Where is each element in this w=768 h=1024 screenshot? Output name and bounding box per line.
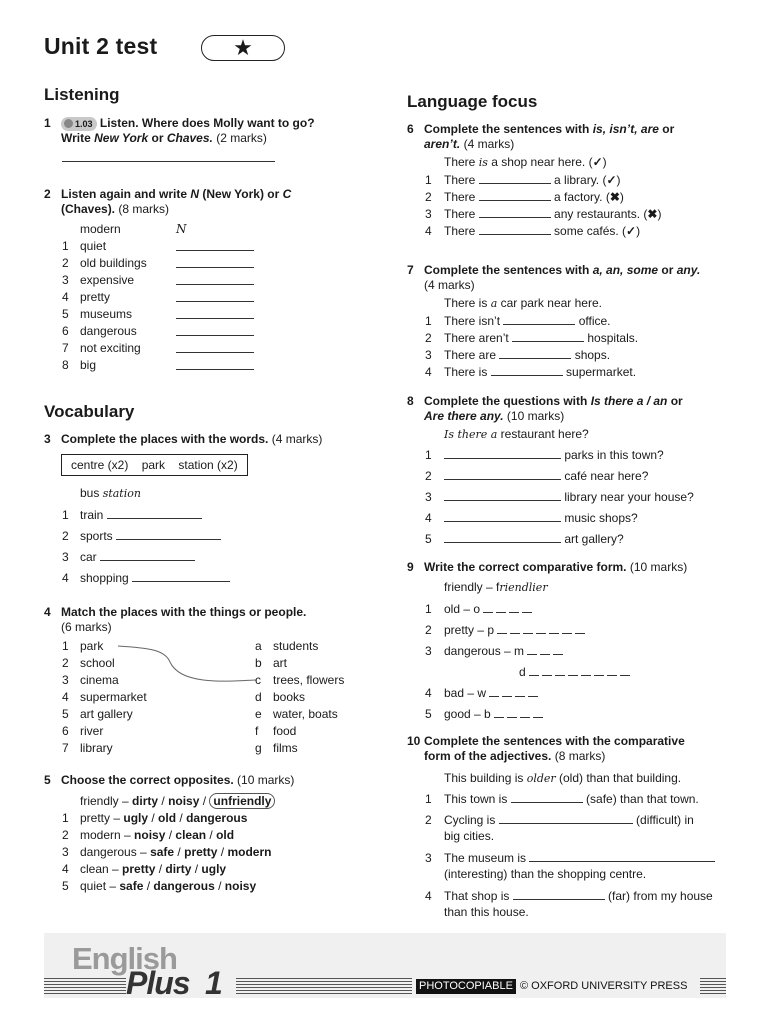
list-item: [425, 643, 566, 658]
question-7: 7 Complete the sentences with a, an, some or any. (4 marks): [407, 263, 701, 292]
audio-track-badge[interactable]: 1.03: [61, 117, 97, 131]
q2-example-word: modern: [80, 222, 121, 236]
page-title: Unit 2 test: [44, 33, 158, 59]
match-left-item: [62, 690, 147, 704]
question-2: 2 Listen again and write N (New York) or C (Chaves). (8 marks): [44, 187, 292, 216]
word-box: centre (x2) park station (x2): [61, 454, 248, 476]
item-word: art: [273, 656, 288, 670]
list-item: 3 There any restaurants. (✖): [425, 207, 662, 221]
circled-answer: unfriendly: [209, 793, 275, 809]
letter-blank[interactable]: [502, 685, 512, 697]
item-number: 5: [425, 532, 432, 546]
item-number: 6: [62, 324, 69, 338]
tick-icon: ✓: [592, 155, 603, 169]
item-number: 3: [62, 550, 69, 564]
list-item: 5 art gallery?: [425, 532, 624, 546]
list-item: 3 The museum is: [425, 850, 715, 865]
list-item: 2 There aren’t hospitals.: [425, 331, 639, 345]
item-prompt: dangerous –: [80, 845, 151, 859]
tick-icon: ✓: [606, 173, 617, 187]
item-letter: f: [255, 724, 259, 738]
answer-blank[interactable]: [479, 223, 551, 235]
list-item: 4 music shops?: [425, 511, 638, 525]
answer-blank[interactable]: [176, 239, 254, 251]
list-item: 4 There some cafés. (✓): [425, 224, 641, 238]
item-letter: e: [255, 707, 262, 721]
item-number: 4: [62, 862, 69, 876]
item-number: 4: [425, 686, 432, 700]
item-prompt: old – o: [444, 602, 481, 616]
list-item: 4 clean – pretty / dirty / ugly: [62, 862, 227, 876]
item-word: expensive: [80, 273, 135, 287]
publisher: © OXFORD UNIVERSITY PRESS: [520, 980, 688, 992]
option[interactable]: dangerous: [186, 811, 248, 825]
q3-example: bus station: [80, 486, 141, 500]
list-item: [425, 622, 588, 637]
option[interactable]: safe: [119, 879, 144, 893]
item-word: trees, flowers: [273, 673, 345, 687]
brand-level: 1: [205, 965, 223, 1001]
item-number: 5: [62, 707, 69, 721]
letter-blank[interactable]: [568, 664, 578, 676]
item-number: 8: [62, 358, 69, 372]
option[interactable]: dangerous: [153, 879, 215, 893]
item-prompt: pretty –: [80, 811, 124, 825]
level-badge: [201, 35, 285, 61]
letter-blank[interactable]: [555, 664, 565, 676]
answer-blank[interactable]: [529, 850, 715, 862]
option[interactable]: pretty: [122, 862, 156, 876]
item-number: 4: [425, 224, 432, 238]
q9-example: friendly – friendlier: [444, 580, 548, 594]
item-number: 4: [62, 571, 69, 585]
item-word: school: [80, 656, 115, 670]
match-left-item: [62, 707, 133, 721]
answer-blank[interactable]: [511, 791, 583, 803]
match-right-item: [255, 690, 305, 704]
item-number: 4: [62, 690, 69, 704]
item-prompt: bad – w: [444, 686, 487, 700]
answer-blank[interactable]: [176, 341, 254, 353]
letter-blank[interactable]: [497, 622, 507, 634]
item-word: supermarket: [80, 690, 147, 704]
list-item: 4 That shop is (far) from my house: [425, 889, 713, 903]
item-number: 5: [62, 879, 69, 893]
answer-blank[interactable]: [176, 307, 254, 319]
question-4: 4 Match the places with the things or people. (6 marks): [44, 605, 307, 634]
item-number: 4: [62, 290, 69, 304]
item-word: museums: [80, 307, 133, 321]
option[interactable]: ugly: [123, 811, 149, 825]
item-number: 1: [425, 173, 432, 187]
list-item: [425, 601, 535, 616]
item-number: 3: [62, 273, 69, 287]
item-number: 3: [425, 851, 432, 865]
item-number: 3: [62, 673, 69, 687]
item-word: books: [273, 690, 306, 704]
answer-blank[interactable]: [176, 324, 254, 336]
answer-blank[interactable]: [176, 290, 254, 302]
item-number: 2: [425, 331, 432, 345]
example-match-line: [110, 640, 260, 690]
item-prompt: modern –: [80, 828, 135, 842]
answer-blank[interactable]: [499, 347, 571, 359]
item-number: 3: [425, 490, 432, 504]
question-1: 1 1.03 Listen. Where does Molly want to go? Write New York or Chaves. (2 marks): [44, 116, 315, 145]
match-left-item: [62, 656, 115, 670]
answer-blank[interactable]: [479, 206, 551, 218]
footer-stripes-right: [700, 978, 726, 995]
item-number: 1: [425, 792, 432, 806]
footer-stripes-mid: [236, 978, 412, 995]
list-item-continuation: big cities.: [444, 829, 495, 843]
item-prompt: d: [519, 665, 526, 679]
item-number: 6: [62, 724, 69, 738]
letter-blank[interactable]: [540, 643, 550, 655]
option[interactable]: pretty: [184, 845, 218, 859]
item-number: 1: [62, 811, 69, 825]
letter-blank[interactable]: [607, 664, 617, 676]
match-right-item: [255, 741, 298, 755]
item-number: 3: [425, 207, 432, 221]
answer-line-q1[interactable]: [62, 161, 275, 162]
item-word: not exciting: [80, 341, 141, 355]
brand-plus: Plus: [126, 965, 190, 1001]
item-number: 2: [62, 828, 69, 842]
list-item: 1 There isn’t office.: [425, 314, 611, 328]
list-item: 1 There a library. (✓): [425, 173, 621, 187]
item-number: 7: [62, 341, 69, 355]
cd-icon: [64, 119, 73, 128]
letter-blank[interactable]: [522, 601, 532, 613]
answer-blank[interactable]: [444, 510, 561, 522]
match-right-item: [255, 673, 344, 687]
item-number: 2: [62, 656, 69, 670]
letter-blank[interactable]: [510, 622, 520, 634]
answer-blank[interactable]: [499, 812, 633, 824]
item-number: 2: [425, 623, 432, 637]
item-number: 1: [425, 314, 432, 328]
match-left-item: [62, 724, 103, 738]
option[interactable]: safe: [150, 845, 175, 859]
answer-blank[interactable]: [444, 489, 561, 501]
match-right-item: [255, 707, 338, 721]
option[interactable]: ugly: [201, 862, 227, 876]
item-number: 5: [62, 307, 69, 321]
answer-blank[interactable]: [444, 468, 561, 480]
item-letter: c: [255, 673, 261, 687]
answer-blank[interactable]: [176, 256, 254, 268]
cross-icon: ✖: [609, 190, 620, 204]
list-item: 3 dangerous – safe / pretty / modern: [62, 845, 272, 859]
item-word: shopping: [80, 571, 129, 585]
letter-blank[interactable]: [620, 664, 630, 676]
letter-blank[interactable]: [529, 664, 539, 676]
letter-blank[interactable]: [575, 622, 585, 634]
match-left-item: [62, 673, 119, 687]
list-item: 2 There a factory. (✖): [425, 190, 624, 204]
tick-icon: ✓: [626, 224, 637, 238]
item-word: cinema: [80, 673, 119, 687]
item-word: students: [273, 639, 319, 653]
letter-blank[interactable]: [594, 664, 604, 676]
list-item: [62, 549, 195, 564]
item-prompt: pretty – p: [444, 623, 495, 637]
item-word: big: [80, 358, 97, 372]
item-prompt: quiet –: [80, 879, 120, 893]
list-item: 3 There are shops.: [425, 348, 611, 362]
item-letter: b: [255, 656, 262, 670]
item-word: food: [273, 724, 297, 738]
answer-blank[interactable]: [479, 172, 551, 184]
option[interactable]: noisy: [134, 828, 166, 842]
item-prompt: clean –: [80, 862, 123, 876]
letter-blank[interactable]: [542, 664, 552, 676]
option[interactable]: clean: [175, 828, 207, 842]
letter-blank[interactable]: [523, 622, 533, 634]
item-number: 1: [62, 239, 69, 253]
q2-example-answer: N: [176, 222, 187, 236]
letter-blank[interactable]: [536, 622, 546, 634]
letter-blank[interactable]: [581, 664, 591, 676]
item-number: 2: [62, 529, 69, 543]
item-number: 1: [62, 508, 69, 522]
item-word: water, boats: [273, 707, 338, 721]
list-item: [62, 507, 202, 522]
item-letter: g: [255, 741, 262, 755]
item-word: sports: [80, 529, 113, 543]
list-item: 1 This town is (safe) than that town.: [425, 792, 699, 806]
answer-blank[interactable]: [176, 273, 254, 285]
letter-blank[interactable]: [527, 643, 537, 655]
item-number: 4: [425, 511, 432, 525]
q7-example: There is a car park near here.: [444, 296, 602, 310]
item-number: 2: [425, 469, 432, 483]
item-word: quiet: [80, 239, 107, 253]
q5-example: friendly – dirty / noisy / unfriendly: [80, 794, 275, 808]
list-item: [425, 685, 541, 700]
item-word: park: [80, 639, 104, 653]
cross-icon: ✖: [647, 207, 658, 221]
match-left-item: [62, 639, 103, 653]
item-number: 1: [62, 639, 69, 653]
vocabulary-heading: Vocabulary: [44, 402, 135, 421]
item-number: 2: [62, 256, 69, 270]
letter-blank[interactable]: [507, 706, 517, 718]
letter-blank[interactable]: [515, 685, 525, 697]
question-6: 6 Complete the sentences with is, isn’t, are or aren’t. (4 marks): [407, 122, 675, 151]
item-word: art gallery: [80, 707, 133, 721]
answer-blank[interactable]: [512, 330, 584, 342]
question-8: 8 Complete the questions with Is there a / an or Are there any. (10 marks): [407, 394, 683, 423]
item-word: library: [80, 741, 113, 755]
photocopiable-label: PHOTOCOPIABLE: [416, 979, 516, 994]
answer-blank[interactable]: [513, 888, 605, 900]
option[interactable]: noisy: [224, 879, 257, 893]
answer-blank[interactable]: [503, 313, 575, 325]
item-number: 3: [425, 348, 432, 362]
list-item: 1 parks in this town?: [425, 448, 664, 462]
letter-blank[interactable]: [483, 601, 493, 613]
footer-stripes-left: [44, 978, 126, 995]
letter-blank[interactable]: [533, 706, 543, 718]
option[interactable]: old: [216, 828, 235, 842]
list-item: 2 modern – noisy / clean / old: [62, 828, 235, 842]
letter-blank[interactable]: [549, 622, 559, 634]
question-10: 10 Complete the sentences with the comparative form of the adjectives. (8 marks): [407, 734, 685, 763]
item-number: 3: [425, 644, 432, 658]
q6-example: There is a shop near here. (✓): [444, 155, 607, 169]
item-number: 4: [425, 889, 432, 903]
brand-english: English: [72, 941, 177, 976]
item-number: 5: [425, 707, 432, 721]
item-word: dangerous: [80, 324, 137, 338]
letter-blank[interactable]: [528, 685, 538, 697]
letter-blank[interactable]: [520, 706, 530, 718]
letter-blank[interactable]: [496, 601, 506, 613]
match-right-item: [255, 724, 296, 738]
list-item: 3 library near your house?: [425, 490, 694, 504]
item-word: films: [273, 741, 298, 755]
answer-blank[interactable]: [107, 507, 202, 519]
list-item-continuation: (interesting) than the shopping centre.: [444, 867, 647, 881]
match-left-item: [62, 741, 113, 755]
letter-blank[interactable]: [489, 685, 499, 697]
option[interactable]: modern: [227, 845, 272, 859]
list-item: 4 There is supermarket.: [425, 365, 637, 379]
list-item: [62, 570, 230, 585]
q10-example: This building is older (old) than that building.: [444, 771, 682, 785]
list-item: 5 quiet – safe / dangerous / noisy: [62, 879, 257, 893]
option[interactable]: old: [158, 811, 177, 825]
list-item-continuation: than this house.: [444, 905, 529, 919]
item-word: car: [80, 550, 97, 564]
language-focus-heading: Language focus: [407, 92, 538, 111]
answer-blank[interactable]: [491, 364, 563, 376]
list-item: 2 café near here?: [425, 469, 649, 483]
list-item: 2 Cycling is (difficult) in: [425, 813, 694, 827]
list-item: [62, 528, 221, 543]
listening-heading: Listening: [44, 85, 120, 104]
item-word: train: [80, 508, 104, 522]
item-word: old buildings: [80, 256, 147, 270]
letter-blank[interactable]: [509, 601, 519, 613]
answer-blank[interactable]: [479, 189, 551, 201]
list-item: 1 pretty – ugly / old / dangerous: [62, 811, 248, 825]
answer-blank[interactable]: [116, 528, 221, 540]
item-number: 2: [425, 813, 432, 827]
answer-blank[interactable]: [444, 447, 561, 459]
list-item: [519, 664, 633, 679]
item-prompt: dangerous – m: [444, 644, 525, 658]
letter-blank[interactable]: [494, 706, 504, 718]
item-prompt: good – b: [444, 707, 491, 721]
item-number: 7: [62, 741, 69, 755]
item-number: 1: [425, 448, 432, 462]
match-right-item: [255, 656, 287, 670]
answer-blank[interactable]: [444, 531, 561, 543]
item-number: 2: [425, 190, 432, 204]
star-icon: ★: [233, 35, 253, 60]
letter-blank[interactable]: [562, 622, 572, 634]
item-word: pretty: [80, 290, 111, 304]
item-letter: d: [255, 690, 262, 704]
list-item: [425, 706, 546, 721]
letter-blank[interactable]: [553, 643, 563, 655]
item-letter: a: [255, 639, 262, 653]
item-number: 4: [425, 365, 432, 379]
item-number: 1: [425, 602, 432, 616]
q8-example: Is there a restaurant here?: [444, 427, 589, 441]
item-word: river: [80, 724, 104, 738]
match-right-item: [255, 639, 318, 653]
option[interactable]: dirty: [165, 862, 192, 876]
answer-blank[interactable]: [100, 549, 195, 561]
item-number: 3: [62, 845, 69, 859]
answer-blank[interactable]: [132, 570, 230, 582]
answer-blank[interactable]: [176, 358, 254, 370]
